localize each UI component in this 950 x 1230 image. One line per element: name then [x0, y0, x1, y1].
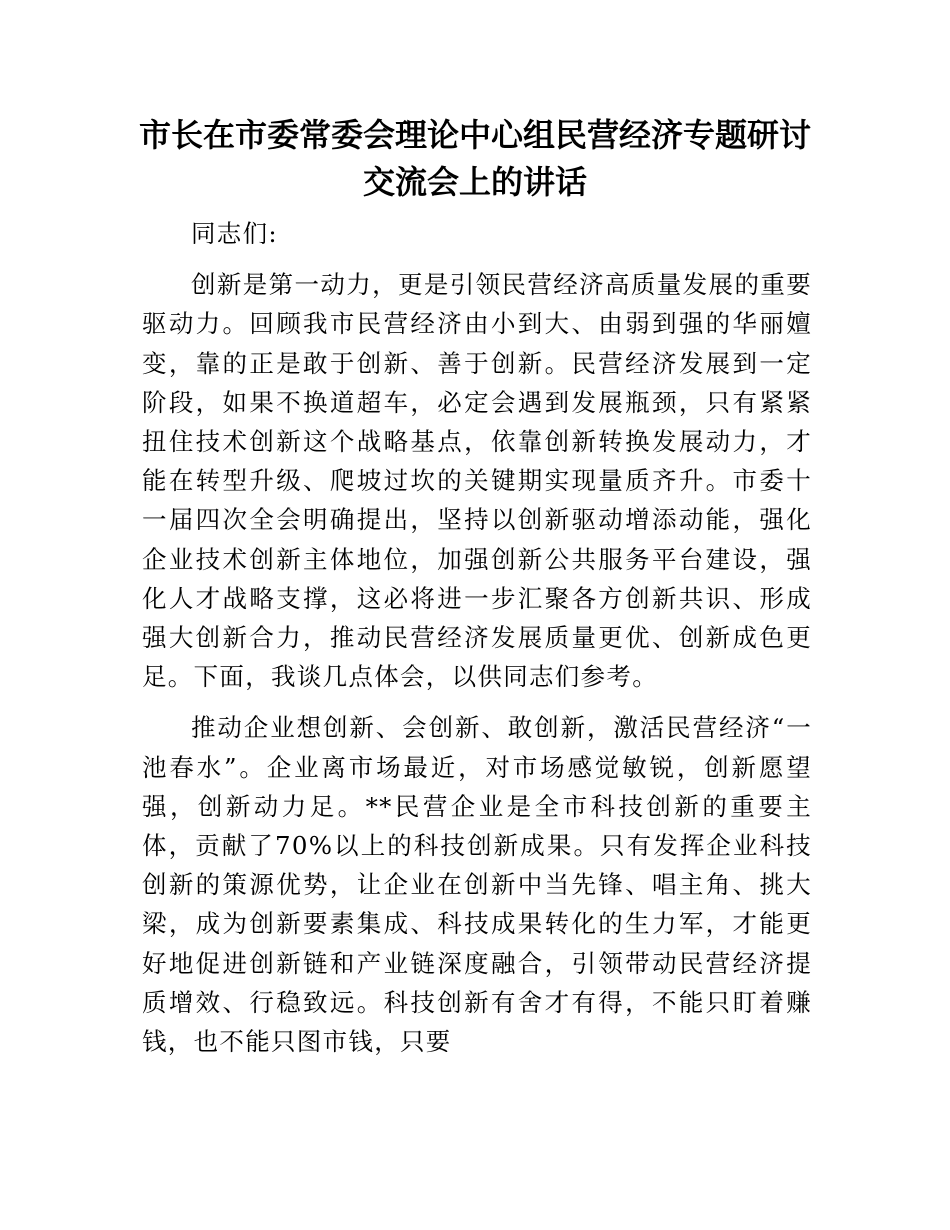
- body-paragraph: 推动企业想创新、会创新、敢创新，激活民营经济“一池春水”。企业离市场最近，对市场感觉敏锐，创新愿望强，创新动力足。**民营企业是全市科技创新的重要主体，贡献了70%以上的科技创新成果。只有发挥企业科技创新的策源优势，让企业在创新中当先锋、唱主角、挑大梁，成为创新要素集成、科技成果转化的生力军，才能更好地促进创新链和产业链深度融合，引领带动民营经济提质增效、行稳致远。科技创新有舍才有得，不能只盯着赚钱，也不能只图市钱，只要: [142, 713, 812, 1057]
- document-title: 市长在市委常委会理论中心组民营经济专题研讨交流会上的讲话: [138, 116, 811, 201]
- body-paragraph: 创新是第一动力，更是引领民营经济高质量发展的重要驱动力。回顾我市民营经济由小到大、由弱到强的华丽嬗变，靠的正是敢于创新、善于创新。民营经济发展到一定阶段，如果不换道超车，必定会遇到发展瓶颈，只有紧紧扭住技术创新这个战略基点，依靠创新转换发展动力，才能在转型升级、爬坡过坎的关键期实现量质齐升。市委十一届四次全会明确提出，坚持以创新驱动增添动能，强化企业技术创新主体地位，加强创新公共服务平台建设，强化人才战略支撑，这必将进一步汇聚各方创新共识、形成强大创新合力，推动民营经济发展质量更优、创新成色更足。下面，我谈几点体会，以供同志们参考。: [142, 270, 812, 692]
- document-body: [142, 214, 812, 1073]
- greeting: 同志们:: [191, 219, 278, 248]
